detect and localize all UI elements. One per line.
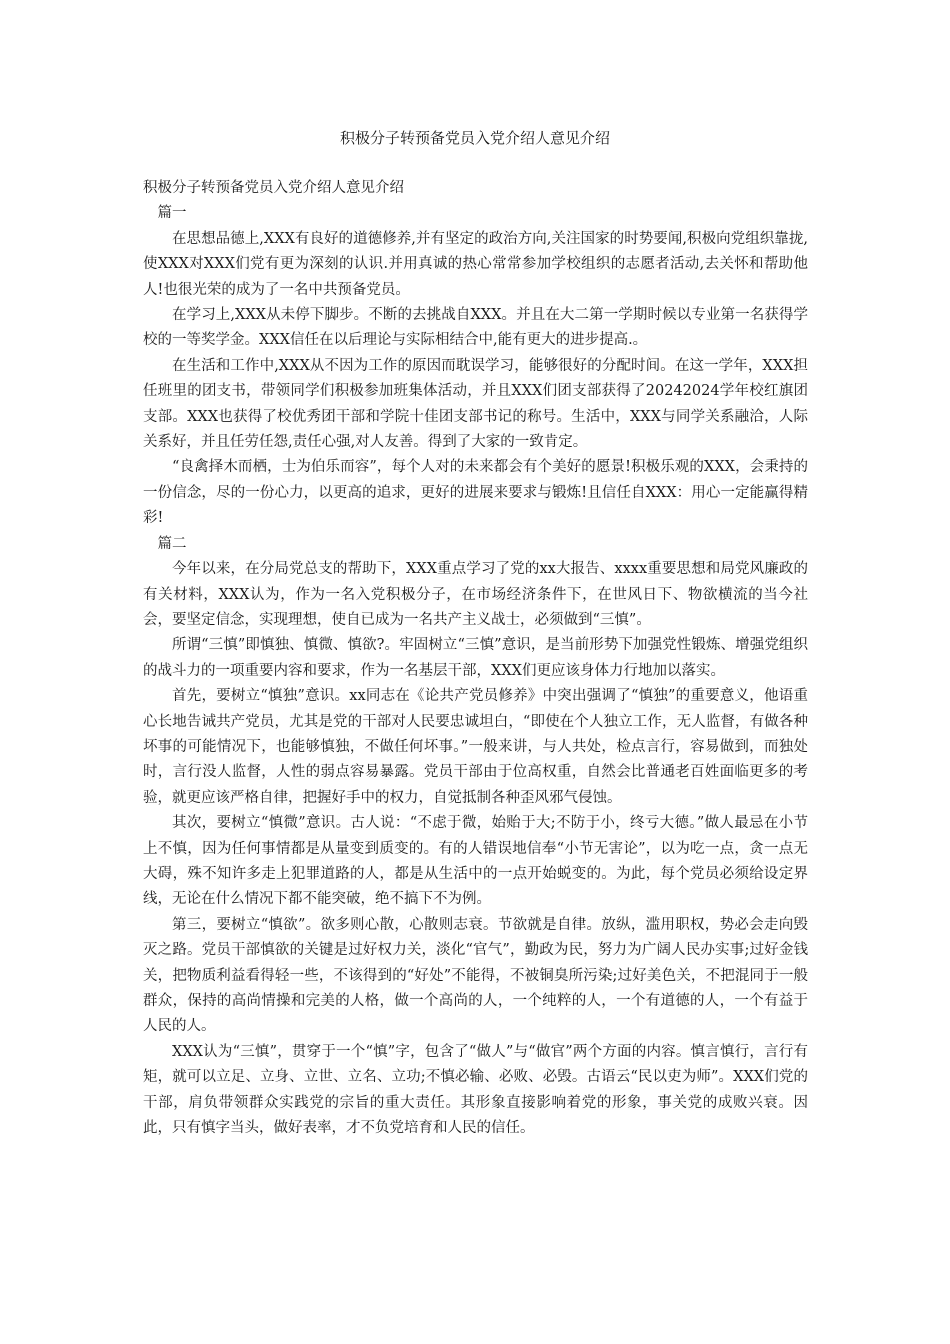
paragraph: 在学习上,XXX从未停下脚步。不断的去挑战自XXX。并且在大二第一学期时候以专业第一名获得学校的一等奖学金。XXX信任在以后理论与实际相结合中,能有更大的进步提高.。 (143, 307, 808, 349)
paragraph: 所谓“三慎”即慎独、慎微、慎欲?。牢固树立“三慎”意识，是当前形势下加强党性锻炼、增强党组织的战斗力的一项重要内容和要求，作为一名基层干部，XXX们更应该身体力行地加以落实。 (143, 637, 808, 679)
paragraph: 首先，要树立“慎独”意识。xx同志在《论共产党员修养》中突出强调了“慎独”的重要意义，他语重心长地告诫共产党员，尤其是党的干部对人民要忠诚坦白，“即使在个人独立工作，无人监督，有做各种坏事的可能情况下，也能够慎独，不做任何坏事。”一般来讲，与人共处，检点言行，容易做到，而独处时，言行没人监督，人性的弱点容易暴露。党员干部由于位高权重，自然会比普通老百姓面临更多的考验，就更应该严格自律，把握好手中的权力，自觉抵制各种歪风邪气侵蚀。 (143, 688, 808, 806)
section-label-1: 篇一 (157, 205, 187, 222)
document-subtitle: 积极分子转预备党员入党介绍人意见介绍 (143, 180, 404, 196)
paragraph: “良禽择木而栖，士为伯乐而容”，每个人对的未来都会有个美好的愿景!积极乐观的XXX，会秉持的一份信念，尽的一份心力，以更高的追求，更好的进展来要求与锻炼!且信任自XXX：用心一定能赢得精彩! (143, 459, 808, 527)
paragraph: 其次，要树立“慎微”意识。古人说：“不虑于微，始贻于大;不防于小，终亏大德。”做人最忌在小节上不慎，因为任何事情都是从量变到质变的。有的人错误地信奉“小节无害论”，以为吃一点，贪一点无大碍，殊不知许多走上犯罪道路的人，都是从生活中的一点开始蜕变的。为此，每个党员必须给设定界线，无论在什么情况下都不能突破，绝不搞下不为例。 (143, 815, 808, 908)
document-body (143, 176, 808, 1141)
paragraph: 今年以来，在分局党总支的帮助下，XXX重点学习了党的xx大报告、xxxx重要思想和局党风廉政的有关材料，XXX认为，作为一名入党积极分子，在市场经济条件下，在世风日下、物欲横流的当今社会，要坚定信念，实现理想，使自已成为一名共产主义战士，必须做到“三慎”。 (143, 561, 808, 628)
paragraph: 第三，要树立“慎欲”。欲多则心散，心散则志衰。节欲就是自律。放纵，滥用职权，势必会走向毁灭之路。党员干部慎欲的关键是过好权力关，淡化“官气”，勤政为民，努力为广阔人民办实事;过好金钱关，把物质利益看得轻一些，不该得到的“好处”不能得，不被铜臭所污染;过好美色关，不把混同于一般群众，保持的高尚情操和完美的人格，做一个高尚的人，一个纯粹的人，一个有道德的人，一个有益于人民的人。 (143, 916, 808, 1035)
paragraph: XXX认为“三慎”，贯穿于一个“慎”字，包含了“做人”与“做官”两个方面的内容。慎言慎行，言行有矩，就可以立足、立身、立世、立名、立功;不慎必输、必败、必毁。古语云“民以吏为师”。XXX们党的干部，肩负带领群众实践党的宗旨的重大责任。其形象直接影响着党的形象，事关党的成败兴衰。因此，只有慎字当头，做好表率，才不负党培育和人民的信任。 (143, 1043, 808, 1137)
paragraph: 在思想品德上,XXX有良好的道德修养,并有坚定的政治方向,关注国家的时势要闻,积极向党组织靠拢,使XXX对XXX们党有更为深刻的认识.并用真诚的热心常常参加学校组织的志愿者活动,去关怀和帮助他人!也很光荣的成为了一名中共预备党员。 (143, 230, 808, 298)
paragraph: 在生活和工作中,XXX从不因为工作的原因而耽误学习，能够很好的分配时间。在这一学年，XXX担任班里的团支书，带领同学们积极参加班集体活动，并且XXX们团支部获得了20242024学年校红旗团支部。XXX也获得了校优秀团干部和学院十佳团支部书记的称号。生活中，XXX与同学关系融洽，人际关系好，并且任劳任怨,责任心强,对人友善。得到了大家的一致肯定。 (143, 357, 808, 451)
document-title: 积极分子转预备党员入党介绍人意见介绍 (339, 129, 610, 147)
section-label-2: 篇二 (157, 535, 187, 552)
